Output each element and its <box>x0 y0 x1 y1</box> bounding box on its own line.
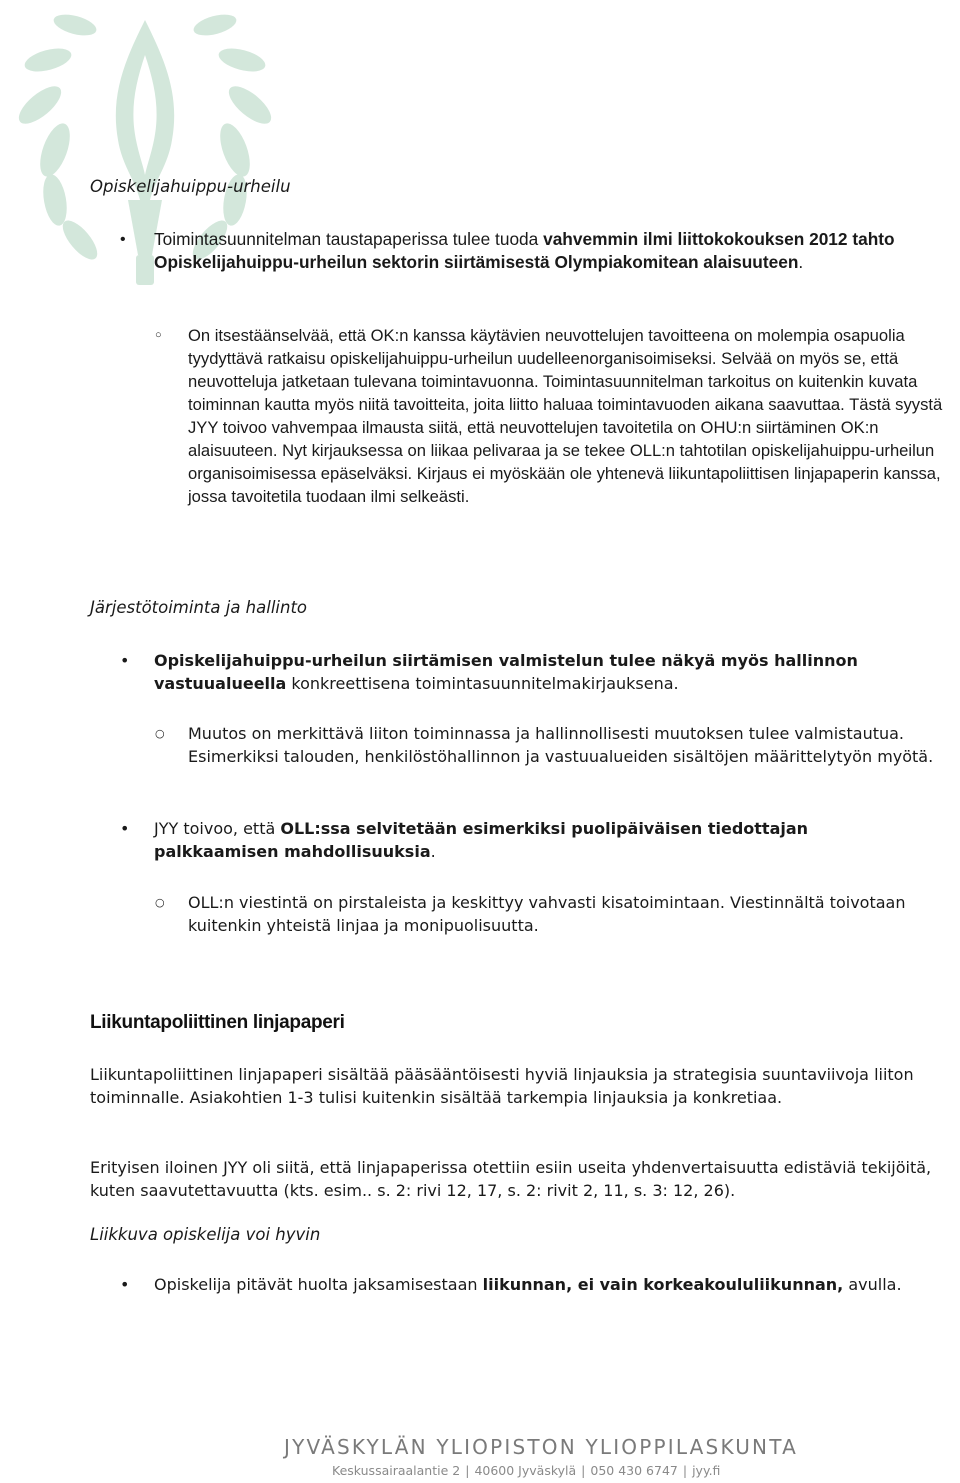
footer-separator: | <box>682 1463 688 1478</box>
footer-postal: 40600 Jyväskylä <box>474 1463 577 1478</box>
section-heading-opiskelijahuippu: Opiskelijahuippu-urheilu <box>90 177 291 196</box>
footer-website-link[interactable]: jyy.fi <box>692 1463 721 1478</box>
footer-phone: 050 430 6747 <box>590 1463 678 1478</box>
footer-separator: | <box>465 1463 470 1478</box>
footer-organization-name: JYVÄSKYLÄN YLIOPISTON YLIOPPILASKUNTA <box>284 1435 798 1459</box>
section-heading-liikkuva: Liikkuva opiskelija voi hyvin <box>90 1225 321 1244</box>
bullet-item: • Opiskelijahuippu-urheilun siirtämisen valmistelun tulee näkyä myös hallinnon vastuualueella konkreettisena toimintasuunnitelmakirjauksena. <box>154 649 944 695</box>
sub-bullet-item: ○ OLL:n viestintä on pirstaleista ja keskittyy vahvasti kisatoimintaan. Viestinnältä toivotaan kuitenkin yhteistä linjaa ja monipuolisuutta. <box>188 891 960 937</box>
bullet-item: • Toimintasuunnitelman taustapaperissa tulee tuoda vahvemmin ilmi liittokokouksen 2012 tahto Opiskelijahuippu-urheilun sektorin siirtämisestä Olympiakomitean alaisuuteen. <box>154 228 944 274</box>
sub-bullet-item: ○ On itsestäänselvää, että OK:n kanssa käytävien neuvottelujen tavoitteena on molempia osapuolia tyydyttävä ratkaisu opiskelijahuippu-urheilun uudelleenorganisoimiseksi. Selvää on myös se, että neuvotteluja jatketaan tulevana toimintavuonna. Toimintasuunnitelman tarkoitus on kuitenkin kuvata toiminnan kautta myös niitä tavoitteita, joita liitto haluaa toimintavuoden aikana saavuttaa. Tästä syystä JYY toivoo vahvempaa ilmausta siitä, että neuvottelujen tavoitetila on OHU:n siirtäminen OK:n alaisuuteen. Nyt kirjauksessa on liikaa pelivaraa ja se tekee OLL:n tahtotilan opiskelijahuippu-urheilun organisoimisessa epäselväksi. Kirjaus ei myöskään ole yhtenevä liikuntapoliittisen linjapaperin kanssa, jossa tavoitetila tuodaan ilmi selkeästi. <box>188 324 960 508</box>
bullet-item: • JYY toivoo, että OLL:ssa selvitetään esimerkiksi puolipäiväisen tiedottajan palkkaamisen mahdollisuuksia. <box>154 817 924 863</box>
footer-address: Keskussairaalantie 2 <box>332 1463 461 1478</box>
paragraph: Erityisen iloinen JYY oli siitä, että linjapaperissa otettiin esiin useita yhdenvertaisuutta edistäviä tekijöitä, kuten saavutettavuutta (kts. esim.. s. 2: rivi 12, 17, s. 2: rivit 2, 11, s. 3: 12, 26). <box>90 1158 932 1200</box>
footer-separator: | <box>581 1463 586 1478</box>
footer-contact-line <box>332 1463 720 1478</box>
bullet-item: • Opiskelija pitävät huolta jaksamisestaan liikunnan, ei vain korkeakoululiikunnan, avulla. <box>154 1273 944 1296</box>
section-heading-liikuntapoliittinen: Liikuntapoliittinen linjapaperi <box>90 1012 345 1033</box>
section-heading-jarjestotoiminta: Järjestötoiminta ja hallinto <box>90 598 308 617</box>
paragraph: Liikuntapoliittinen linjapaperi sisältää pääsääntöisesti hyviä linjauksia ja strategisia suuntaviivoja liiton toiminnalle. Asiakohtien 1-3 tulisi kuitenkin sisältää tarkempia linjauksia ja konkretiaa. <box>90 1065 914 1107</box>
sub-bullet-item: ○ Muutos on merkittävä liiton toiminnassa ja hallinnollisesti muutoksen tulee valmistautua. Esimerkiksi talouden, henkilöstöhallinnon ja vastuualueiden sisältöjen määrittelytyön myötä. <box>188 722 943 768</box>
